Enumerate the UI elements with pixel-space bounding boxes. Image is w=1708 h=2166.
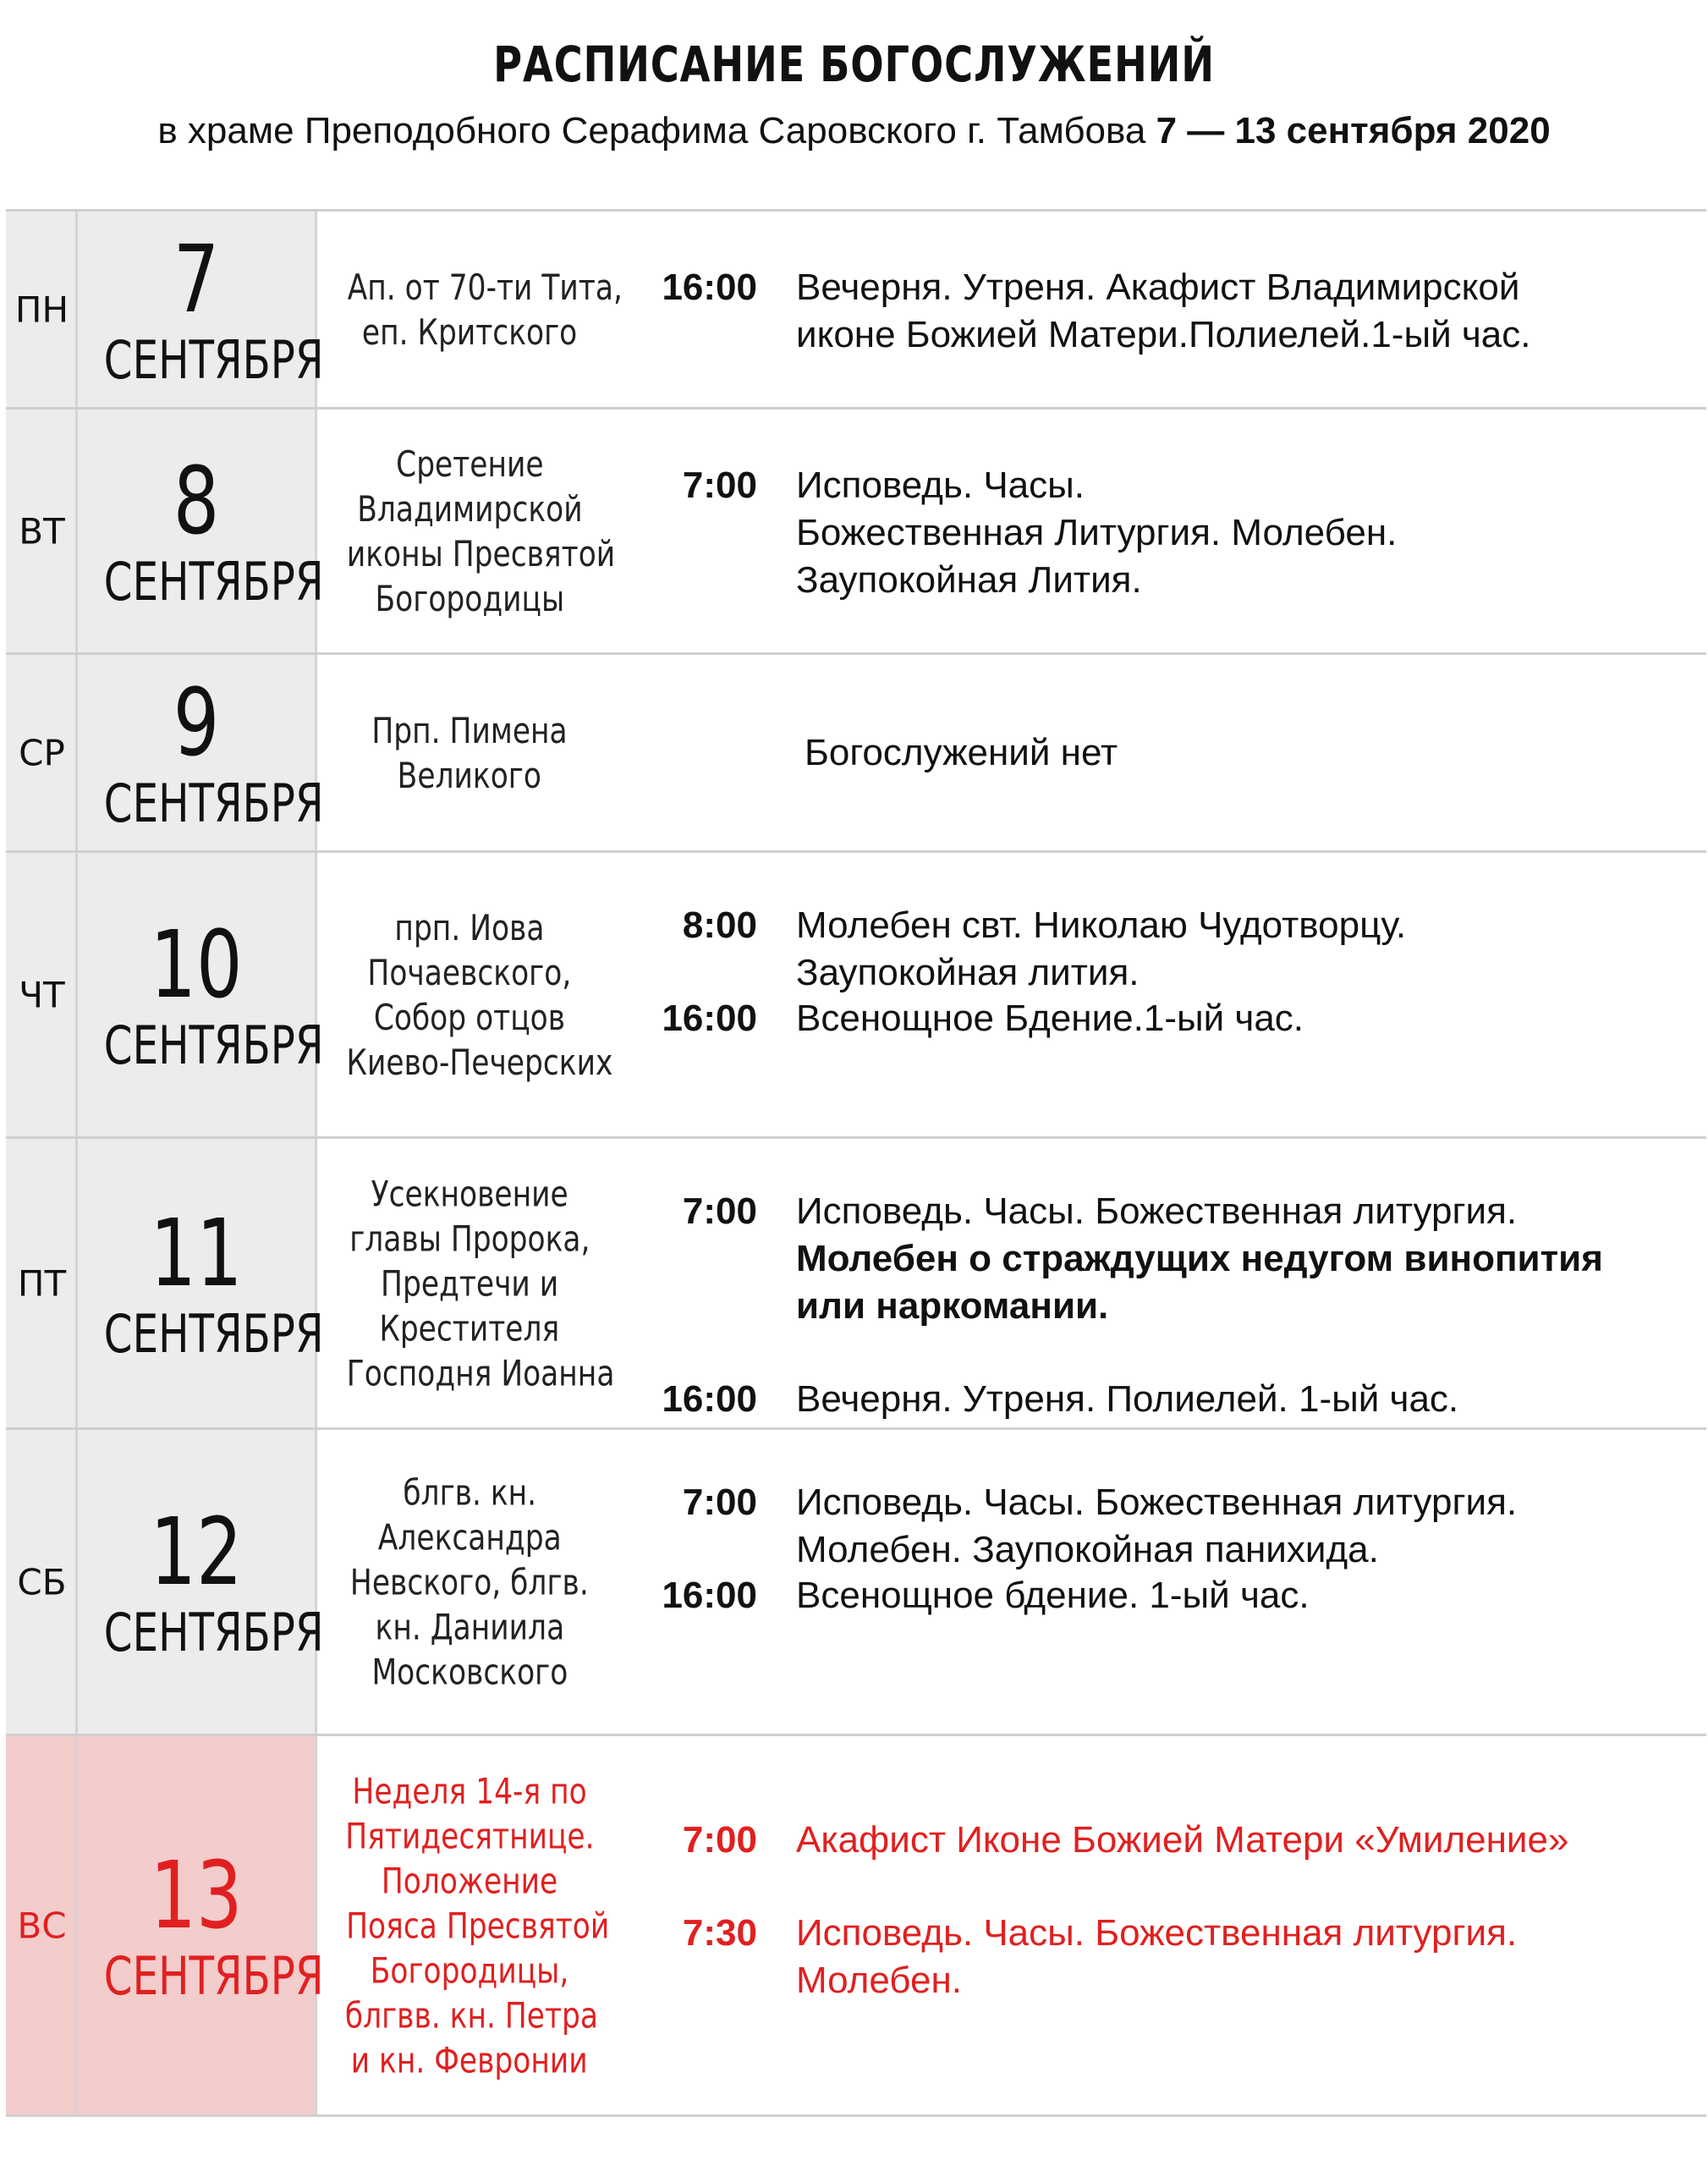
date-number: 12 [150, 1497, 243, 1606]
service-line: Акафист Иконе Божией Матери «Умиление» [796, 1819, 1569, 1861]
service-line-emphasis: или наркомании. [796, 1285, 1109, 1327]
service-line: Молебен свт. Николаю Чудотворцу. [796, 904, 1407, 946]
service-time: 16:00 [662, 998, 757, 1039]
feast-line: Сретение [395, 443, 544, 485]
feast-line: еп. Критского [361, 311, 578, 353]
feast-line: Невского, блгв. [350, 1561, 589, 1603]
service-line: Вечерня. Утреня. Акафист Владимирской [796, 267, 1520, 308]
feast-line: Киево-Печерских [346, 1041, 613, 1083]
services-cell [622, 1139, 1706, 1427]
date-month: СЕНТЯБРЯ [103, 1302, 324, 1365]
service-description [796, 462, 1689, 604]
services-cell [622, 410, 1706, 652]
day-of-week: ЧТ [19, 974, 65, 1015]
feast-line: главы Пророка, [349, 1218, 590, 1259]
date-number: 10 [150, 910, 243, 1019]
service-line: Исповедь. Часы. Божественная литургия. [796, 1912, 1518, 1954]
feast-line: Крестителя [379, 1307, 560, 1349]
day-of-week: ПН [14, 289, 69, 330]
schedule-table [6, 209, 1706, 2117]
service-line: Исповедь. Часы. [796, 465, 1085, 506]
date-cell [78, 212, 324, 407]
service-line-emphasis: Молебен о страждущих недугом винопития [796, 1238, 1603, 1279]
service-line: Исповедь. Часы. Божественная литургия. [796, 1190, 1518, 1232]
schedule-row [6, 655, 1706, 853]
service-line: Заупокойная лития. [796, 952, 1140, 993]
service-time: 16:00 [662, 1378, 757, 1420]
date-cell [78, 1430, 324, 1734]
feast-description [317, 1171, 622, 1395]
feast-line: Почаевского, [367, 951, 572, 993]
feast-line: Предтечи и [380, 1262, 559, 1304]
subtitle-dates: 7 — 13 сентября 2020 [1156, 110, 1551, 151]
schedule-row [6, 853, 1706, 1139]
service-time: 7:30 [682, 1912, 757, 1954]
feast-line: и кн. Февронии [351, 2039, 588, 2081]
feast-cell [317, 212, 622, 407]
feast-line: кн. Даниила [375, 1606, 564, 1647]
date-cell [78, 1139, 324, 1427]
date-month: СЕНТЯБРЯ [103, 328, 324, 391]
services-cell [622, 655, 1706, 850]
day-of-week: СБ [17, 1561, 67, 1603]
service-time: 16:00 [662, 1575, 757, 1616]
services-cell [622, 853, 1706, 1136]
service-line: иконе Божией Матери.Полиелей.1-ый час. [796, 314, 1531, 355]
schedule-row [6, 410, 1706, 655]
schedule-row [6, 1736, 1706, 2117]
date-number: 8 [173, 446, 220, 555]
feast-line: Собор отцов [373, 996, 566, 1038]
feast-line: Богородицы, [370, 1949, 569, 1991]
service-description [796, 1910, 1689, 2004]
services-cell [622, 212, 1706, 407]
date-cell [78, 1736, 324, 2114]
date-number: 11 [150, 1198, 243, 1307]
service-line: Молебен. Заупокойная панихида. [796, 1529, 1379, 1570]
service-time: 7:00 [682, 465, 757, 506]
feast-line: Пояса Пресвятой [346, 1905, 610, 1946]
feast-line: Усекновение [371, 1173, 568, 1214]
feast-description [317, 708, 622, 798]
day-of-week-cell [6, 212, 78, 407]
service-line: Заупокойная Лития. [796, 559, 1142, 601]
subtitle-location: в храме Преподобного Серафима Саровского г. Тамбова [157, 110, 1156, 151]
feast-description [317, 1768, 622, 2082]
service-time: 7:00 [682, 1482, 757, 1523]
date-number: 13 [150, 1840, 243, 1949]
service-time: 16:00 [662, 267, 757, 308]
schedule-row [6, 212, 1706, 410]
date-number: 9 [173, 668, 220, 777]
service-description [796, 902, 1689, 997]
day-of-week-cell [6, 1430, 78, 1734]
service-line: Всенощное бдение. 1-ый час. [796, 1575, 1310, 1616]
feast-line: Богородицы [375, 577, 564, 619]
feast-description [317, 265, 622, 355]
feast-description [317, 442, 622, 621]
date-cell [78, 655, 324, 850]
service-description [796, 264, 1689, 359]
page-subtitle [0, 110, 1708, 152]
service-time: 7:00 [682, 1819, 757, 1861]
feast-cell [317, 1736, 622, 2114]
feast-cell [317, 1139, 622, 1427]
date-month: СЕНТЯБРЯ [103, 550, 324, 613]
service-description [796, 1376, 1689, 1423]
service-entry [622, 729, 1706, 777]
day-of-week: ПТ [17, 1262, 67, 1304]
page-title: РАСПИСАНИЕ БОГОСЛУЖЕНИЙ [493, 36, 1215, 93]
day-of-week: ВТ [19, 510, 65, 552]
date-month: СЕНТЯБРЯ [103, 1014, 324, 1076]
date-month: СЕНТЯБРЯ [103, 772, 324, 834]
service-line: Богослужений нет [805, 731, 1118, 773]
feast-line: Положение [381, 1860, 558, 1901]
service-time: 7:00 [682, 1190, 757, 1232]
day-of-week-cell [6, 410, 78, 652]
day-of-week-cell [6, 655, 78, 850]
schedule-row [6, 1430, 1706, 1736]
day-of-week-cell [6, 1736, 78, 2114]
feast-line: иконы Пресвятой [346, 532, 616, 574]
service-description [796, 1188, 1689, 1330]
feast-line: Владимирской [356, 487, 583, 530]
feast-cell [317, 655, 622, 850]
date-month: СЕНТЯБРЯ [103, 1601, 324, 1663]
services-cell [622, 1430, 1706, 1734]
day-of-week-cell [6, 853, 78, 1136]
feast-line: Пятидесятнице. [344, 1815, 595, 1856]
day-of-week-cell [6, 1139, 78, 1427]
feast-line: Господня Иоанна [346, 1352, 615, 1394]
feast-cell [317, 853, 622, 1136]
service-description [796, 995, 1689, 1042]
feast-line: Неделя 14-я по [352, 1770, 587, 1811]
service-line: Молебен. [796, 1960, 963, 2001]
service-line: Божественная Литургия. Молебен. [796, 512, 1398, 553]
feast-line: Прп. Пимена [371, 709, 568, 751]
feast-description [317, 1470, 622, 1694]
feast-line: Александра [377, 1516, 562, 1558]
service-time: 8:00 [682, 904, 757, 946]
service-description [796, 1572, 1689, 1619]
day-of-week: ВС [17, 1905, 67, 1946]
service-description [796, 1817, 1689, 1864]
service-description [796, 1479, 1689, 1574]
page-header [0, 0, 1708, 203]
feast-line: блгвв. кн. Петра [344, 1994, 599, 2036]
feast-line: блгв. кн. [403, 1471, 536, 1513]
feast-cell [317, 410, 622, 652]
feast-cell [317, 1430, 622, 1734]
service-line: Исповедь. Часы. Божественная литургия. [796, 1482, 1518, 1523]
date-number: 7 [173, 224, 220, 333]
date-cell [78, 410, 324, 652]
day-of-week: СР [19, 732, 65, 773]
service-line: Всенощное Бдение.1-ый час. [796, 998, 1304, 1039]
date-month: СЕНТЯБРЯ [103, 1944, 324, 2007]
service-line: Вечерня. Утреня. Полиелей. 1-ый час. [796, 1378, 1459, 1420]
services-cell [622, 1736, 1706, 2114]
feast-description [317, 905, 622, 1085]
feast-line: прп. Иова [394, 906, 545, 948]
feast-line: Великого [397, 754, 542, 796]
service-description [805, 729, 1689, 777]
schedule-row [6, 1139, 1706, 1430]
feast-line: Ап. от 70-ти Тита, [347, 266, 623, 308]
date-cell [78, 853, 324, 1136]
feast-line: Московского [371, 1651, 568, 1692]
